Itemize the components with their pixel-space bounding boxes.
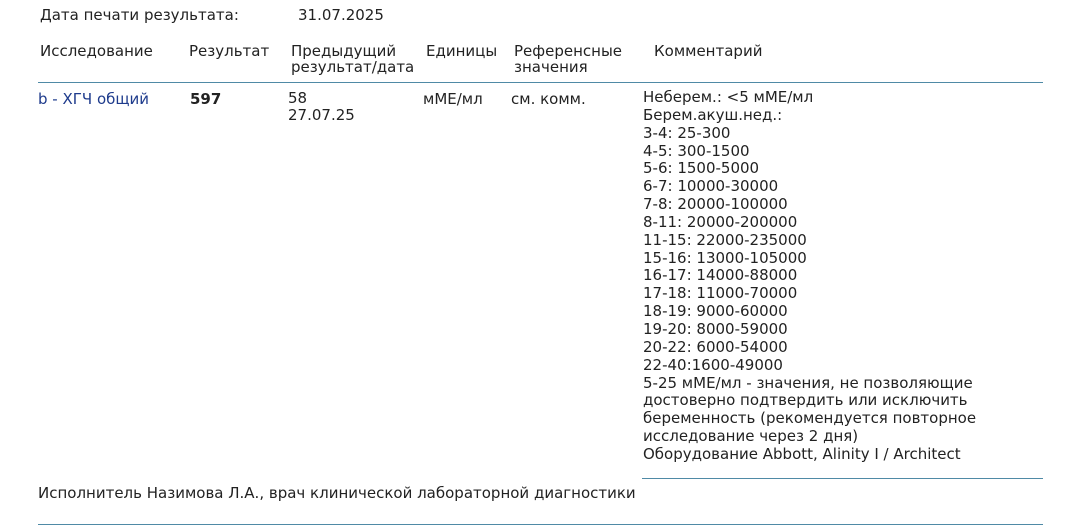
- comment-line: исследование через 2 дня): [643, 427, 859, 446]
- executor-signature: Исполнитель Назимова Л.А., врач клинической лабораторной диагностики: [38, 484, 636, 502]
- comment-line: 22-40:1600-49000: [643, 355, 783, 374]
- comment-line: 15-16: 13000-105000: [643, 248, 807, 267]
- header-comment: Комментарий: [654, 42, 763, 60]
- header-result: Результат: [189, 42, 270, 60]
- print-date: [40, 6, 384, 24]
- comment-line: 11-15: 22000-235000: [643, 230, 807, 249]
- comment-line: 6-7: 10000-30000: [643, 177, 779, 196]
- row-previous-value: 58: [288, 89, 308, 107]
- row-reference: см. комм.: [511, 90, 586, 108]
- header-divider: [38, 82, 1043, 83]
- comment-line: 5-6: 1500-5000: [643, 159, 760, 178]
- comment-line: достоверно подтвердить или исключить: [643, 391, 968, 410]
- comment-line: 3-4: 25-300: [643, 123, 731, 142]
- comment-line: Неберем.: <5 мМЕ/мл: [643, 88, 814, 106]
- comment-line: Оборудование Abbott, Alinity I / Architect: [643, 444, 961, 463]
- header-study: Исследование: [40, 42, 153, 60]
- comment-line: Берем.акуш.нед.:: [643, 105, 783, 124]
- header-reference-line1: Референсные: [514, 42, 623, 60]
- header-reference-line2: значения: [514, 58, 588, 76]
- row-units: мМЕ/мл: [423, 90, 483, 108]
- print-date-value: 31.07.2025: [298, 6, 384, 24]
- row-comment: [643, 89, 1038, 464]
- comment-line: 7-8: 20000-100000: [643, 195, 788, 214]
- comment-line: 5-25 мМЕ/мл - значения, не позволяющие: [643, 373, 973, 392]
- header-previous-line1: Предыдущий: [291, 42, 397, 60]
- comment-line: 4-5: 300-1500: [643, 141, 750, 160]
- row-result: 597: [190, 90, 222, 108]
- comment-line: 17-18: 11000-70000: [643, 284, 798, 303]
- comment-line: 16-17: 14000-88000: [643, 266, 798, 285]
- comment-line: 20-22: 6000-54000: [643, 337, 788, 356]
- print-date-label: Дата печати результата:: [40, 6, 239, 24]
- row-previous-date: 27.07.25: [288, 106, 355, 124]
- header-previous-line2: результат/дата: [291, 58, 415, 76]
- row-previous: [288, 90, 355, 124]
- footer-divider: [38, 524, 1043, 525]
- comment-line: 8-11: 20000-200000: [643, 212, 798, 231]
- comment-line: 19-20: 8000-59000: [643, 319, 788, 338]
- header-reference: [514, 43, 622, 75]
- comment-line: беременность (рекомендуется повторное: [643, 409, 977, 428]
- header-previous: [291, 43, 414, 75]
- header-units: Единицы: [426, 42, 498, 60]
- comment-line: 18-19: 9000-60000: [643, 302, 788, 321]
- row-study: b - ХГЧ общий: [38, 90, 149, 108]
- row-divider: [642, 478, 1043, 479]
